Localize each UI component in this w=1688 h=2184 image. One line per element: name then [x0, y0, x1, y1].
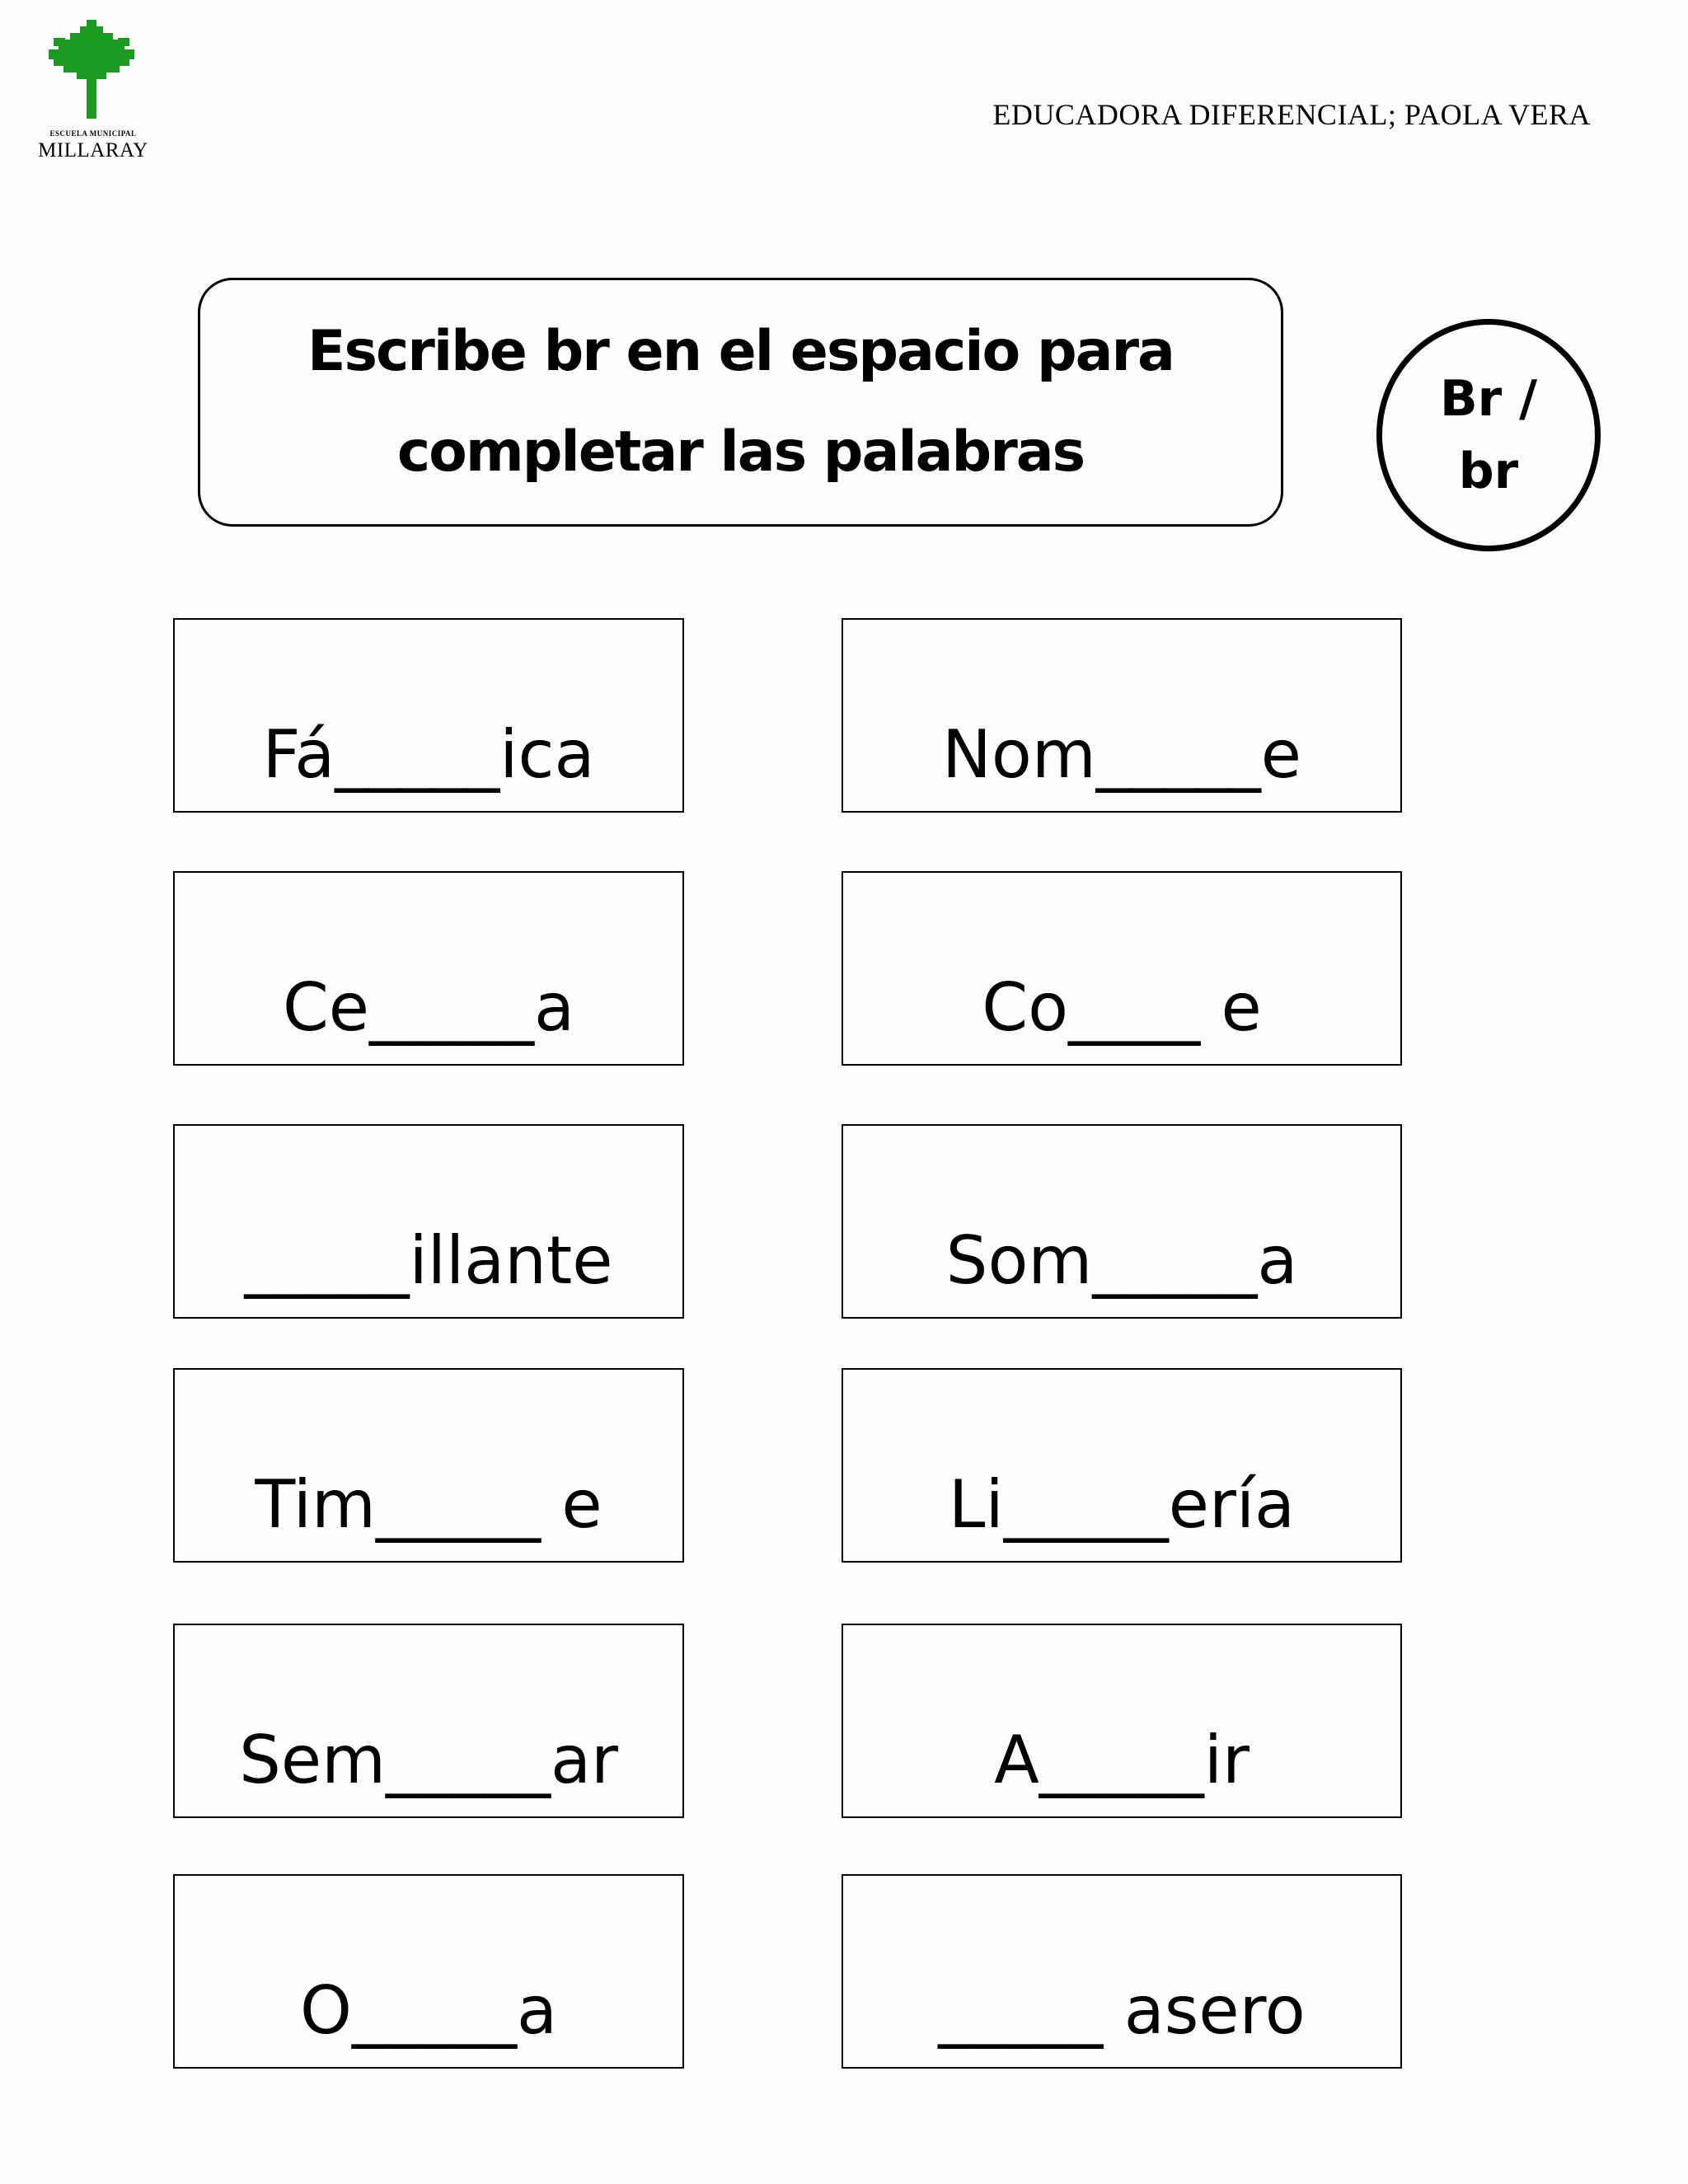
word-text: Co____ e	[982, 969, 1262, 1046]
word-card	[842, 1368, 1402, 1563]
word-card	[842, 1624, 1402, 1818]
word-text: Ce_____a	[282, 969, 575, 1046]
word-text: Sem_____ar	[239, 1722, 618, 1798]
topic-badge	[1376, 319, 1601, 551]
word-text: _____illante	[244, 1222, 613, 1299]
word-card	[842, 618, 1402, 813]
word-text: A_____ir	[994, 1722, 1250, 1798]
logo-subtitle: ESCUELA MUNICIPAL	[49, 129, 137, 138]
word-card	[173, 1624, 684, 1818]
word-text: Tim_____ e	[255, 1466, 603, 1543]
instruction-box	[198, 278, 1283, 527]
word-card	[842, 871, 1402, 1066]
word-card	[173, 1368, 684, 1563]
word-card	[173, 618, 684, 813]
word-card	[173, 1874, 684, 2069]
word-text: _____ asero	[938, 1972, 1306, 2049]
logo-name: MILLARAY	[38, 139, 148, 162]
word-text: O_____a	[300, 1972, 557, 2049]
instruction-text: Escribe br en el espacio para completar las palabras	[307, 319, 1174, 485]
word-card	[842, 1124, 1402, 1319]
word-card	[842, 1874, 1402, 2069]
word-text: Som_____a	[945, 1222, 1298, 1299]
word-text: Li_____ería	[948, 1466, 1296, 1543]
teacher-header: EDUCADORA DIFERENCIAL; PAOLA VERA	[992, 98, 1591, 131]
word-card	[173, 871, 684, 1066]
word-text: Nom_____e	[942, 716, 1301, 793]
word-card	[173, 1124, 684, 1319]
school-logo	[31, 20, 155, 164]
tree-logo-icon	[46, 20, 137, 119]
badge-text: Br / br	[1439, 370, 1538, 500]
word-text: Fá_____ica	[262, 716, 595, 793]
